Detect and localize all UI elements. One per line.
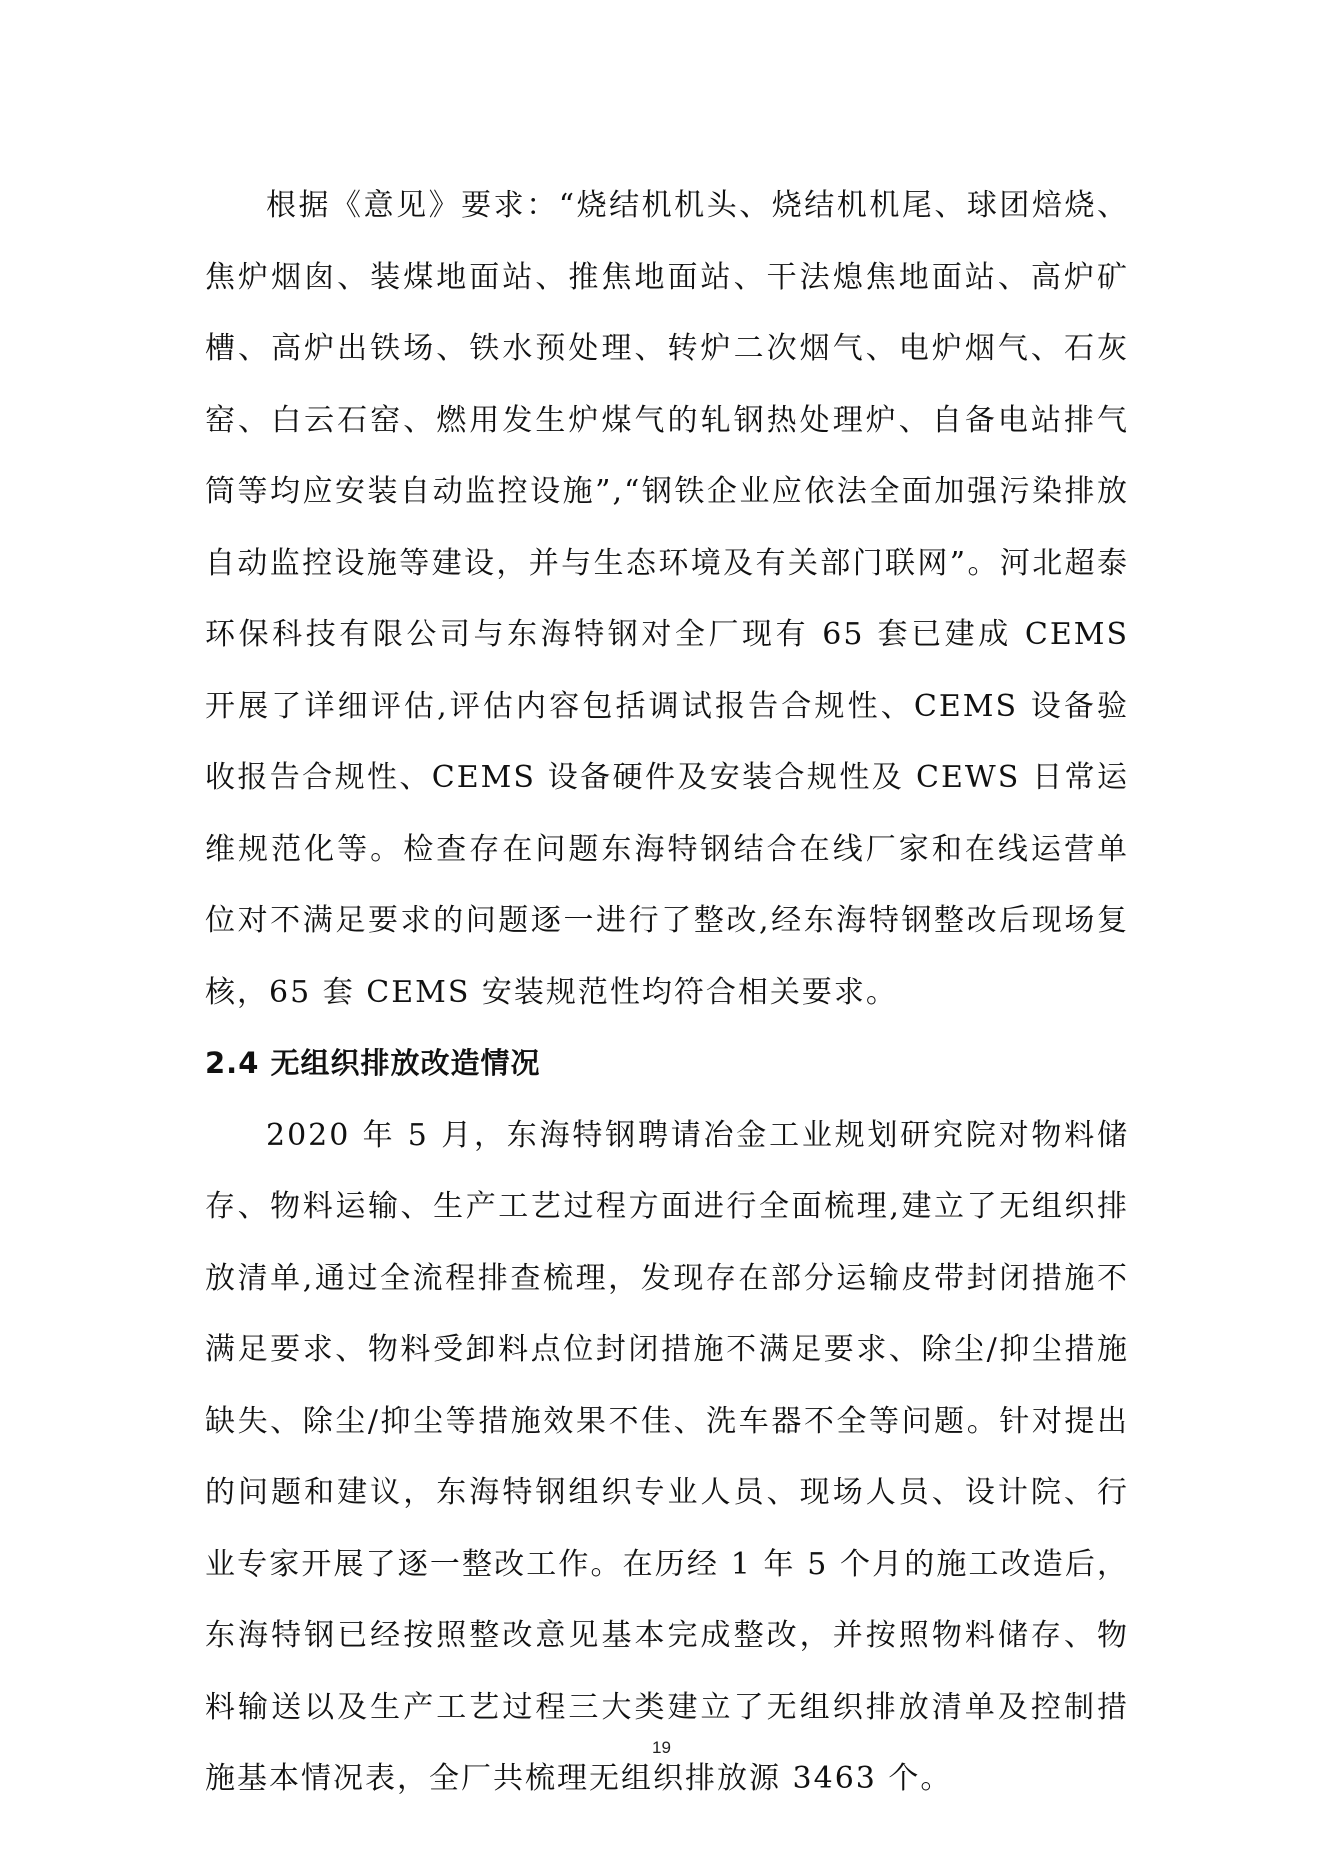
section-heading: 2.4 无组织排放改造情况 xyxy=(205,1046,541,1080)
body-paragraph: 根据《意见》要求：“烧结机机头、烧结机机尾、球团焙烧、焦炉烟囱、装煤地面站、推焦地面站、干法熄焦地面站、高炉矿槽、高炉出铁场、铁水预处理、转炉二次烟气、电炉烟气、石灰窑、白云石窑、燃用发生炉煤气的轧钢热处理炉、自备电站排气筒等均应安装自动监控设施”,“钢铁企业应依法全面加强污染排放自动监控设施等建设，并与生态环境及有关部门联网”。河北超泰环保科技有限公司与东海特钢对全厂现有 65 套已建成 CEMS 开展了详细评估,评估内容包括调试报告合规性、CEMS 设备验收报告合规性、CEMS 设备硬件及安装合规性及 CEWS 日常运维规范化等。检查存在问题东海特钢结合在线厂家和在线运营单位对不满足要求的问题逐一进行了整改,经东海特钢整改后现场复核，65 套 CEMS 安装规范性均符合相关要求。 xyxy=(205,188,1129,1010)
document-body xyxy=(205,170,1129,1815)
page-number: 19 xyxy=(652,1738,671,1757)
body-paragraph: 2020 年 5 月，东海特钢聘请冶金工业规划研究院对物料储存、物料运输、生产工艺过程方面进行全面梳理,建立了无组织排放清单,通过全流程排查梳理，发现存在部分运输皮带封闭措施不满足要求、物料受卸料点位封闭措施不满足要求、除尘/抑尘措施缺失、除尘/抑尘等措施效果不佳、洗车器不全等问题。针对提出的问题和建议，东海特钢组织专业人员、现场人员、设计院、行业专家开展了逐一整改工作。在历经 1 年 5 个月的施工改造后，东海特钢已经按照整改意见基本完成整改，并按照物料储存、物料输送以及生产工艺过程三大类建立了无组织排放清单及控制措施基本情况表，全厂共梳理无组织排放源 3463 个。 xyxy=(205,1117,1129,1796)
